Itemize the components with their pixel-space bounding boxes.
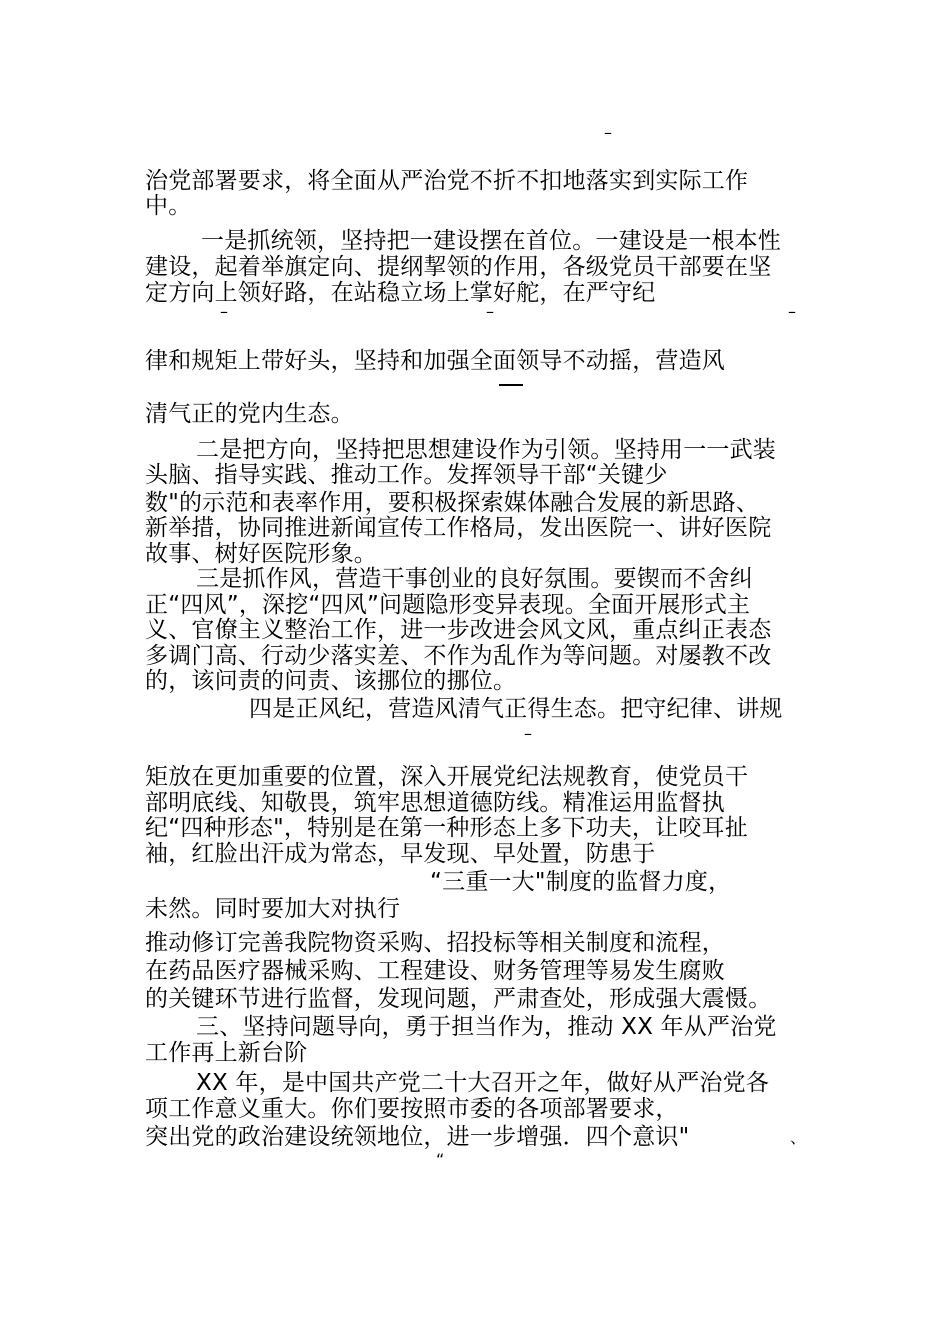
page-mark: – (486, 302, 494, 321)
text-line: 矩放在更加重要的位置，深入开展党纪法规教育，使党员干 (145, 764, 749, 790)
text-line: 正“四风”，深挖“四风”问题隐形变异表现。全面开展形式主 (145, 592, 751, 618)
page-mark: – (524, 724, 532, 743)
page-mark: – (220, 302, 228, 321)
text-line: XX 年，是中国共产党二十大召开之年，做好从严治党各 (196, 1070, 770, 1096)
text-line: 的关键环节进行监督，发现问题，严肃查处，形成强大震慑。 (145, 986, 772, 1012)
text-line: 新举措，协同推进新闻宣传工作格局，发出医院一、讲好医院 (145, 515, 772, 541)
text-line: 二是把方向，坚持把思想建设作为引领。坚持用一一武装 (196, 437, 776, 463)
text-line: 建设，起着举旗定向、提纲挈领的作用，各级党员干部要在坚 (145, 254, 772, 280)
page-mark: – (604, 123, 612, 142)
text-line: 推动修订完善我院物资采购、招投标等相关制度和流程， (145, 930, 725, 956)
text-line: 一是抓统领，坚持把一建设摆在首位。一建设是一根本性 (201, 228, 781, 254)
text-line: 部明底线、知敬畏，筑牢思想道德防线。精准运用监督执 (145, 790, 725, 816)
text-line: 清气正的党内生态。 (145, 401, 354, 427)
text-line: 项工作意义重大。你们要按照市委的各项部署要求， (145, 1096, 679, 1122)
section-heading: 三、坚持问题导向，勇于担当作为，推动 XX 年从严治党 (196, 1014, 777, 1040)
text-line: 的，该问责的问责、该挪位的挪位。 (145, 668, 517, 694)
text-line: 多调门高、行动少落实差、不作为乱作为等问题。对屡教不改 (145, 643, 772, 669)
text-line: 定方向上领好路，在站稳立场上掌好舵，在严守纪 (145, 280, 656, 306)
text-line: “三重一大"制度的监督力度， (430, 869, 732, 895)
text-line: 未然。同时要加大对执行 (145, 896, 401, 922)
text-line: 头脑、指导实践、推动工作。发挥领导干部“关键少 (145, 462, 668, 488)
text-line: 治党部署要求，将全面从严治党不折不扣地落实到实际工作 (145, 168, 749, 194)
page-mark: – (788, 302, 796, 321)
text-line: 纪“四种形态"，特别是在第一种形态上多下功夫，让咬耳扯 (145, 815, 748, 841)
text-line: 数"的示范和表率作用，要积极探索媒体融合发展的新思路、 (145, 490, 759, 516)
page-mark: 、 (790, 1128, 807, 1147)
text-line: 在药品医疗器械采购、工程建设、财务管理等易发生腐败 (145, 958, 725, 984)
page-mark: “ (436, 1150, 445, 1169)
text-line: 律和规矩上带好头，坚持和加强全面领导不动摇，营造风 (145, 348, 725, 374)
text-line: 突出党的政治建设统领地位，进一步增强．四个意识" (145, 1124, 690, 1150)
text-line: 中。 (145, 193, 192, 219)
text-line: 四是正风纪，营造风清气正得生态。把守纪律、讲规 (249, 696, 783, 722)
underline-bar (499, 384, 523, 386)
text-line: 义、官僚主义整治工作，进一步改进会风文风，重点纠正表态 (145, 617, 772, 643)
text-line: 故事、树好医院形象。 (145, 541, 377, 567)
section-heading: 工作再上新台阶 (145, 1040, 308, 1066)
text-line: 三是抓作风，营造干事创业的良好氛围。要锲而不舍纠 (196, 566, 753, 592)
text-line: 袖，红脸出汗成为常态，早发现、早处置，防患于 (145, 841, 656, 867)
